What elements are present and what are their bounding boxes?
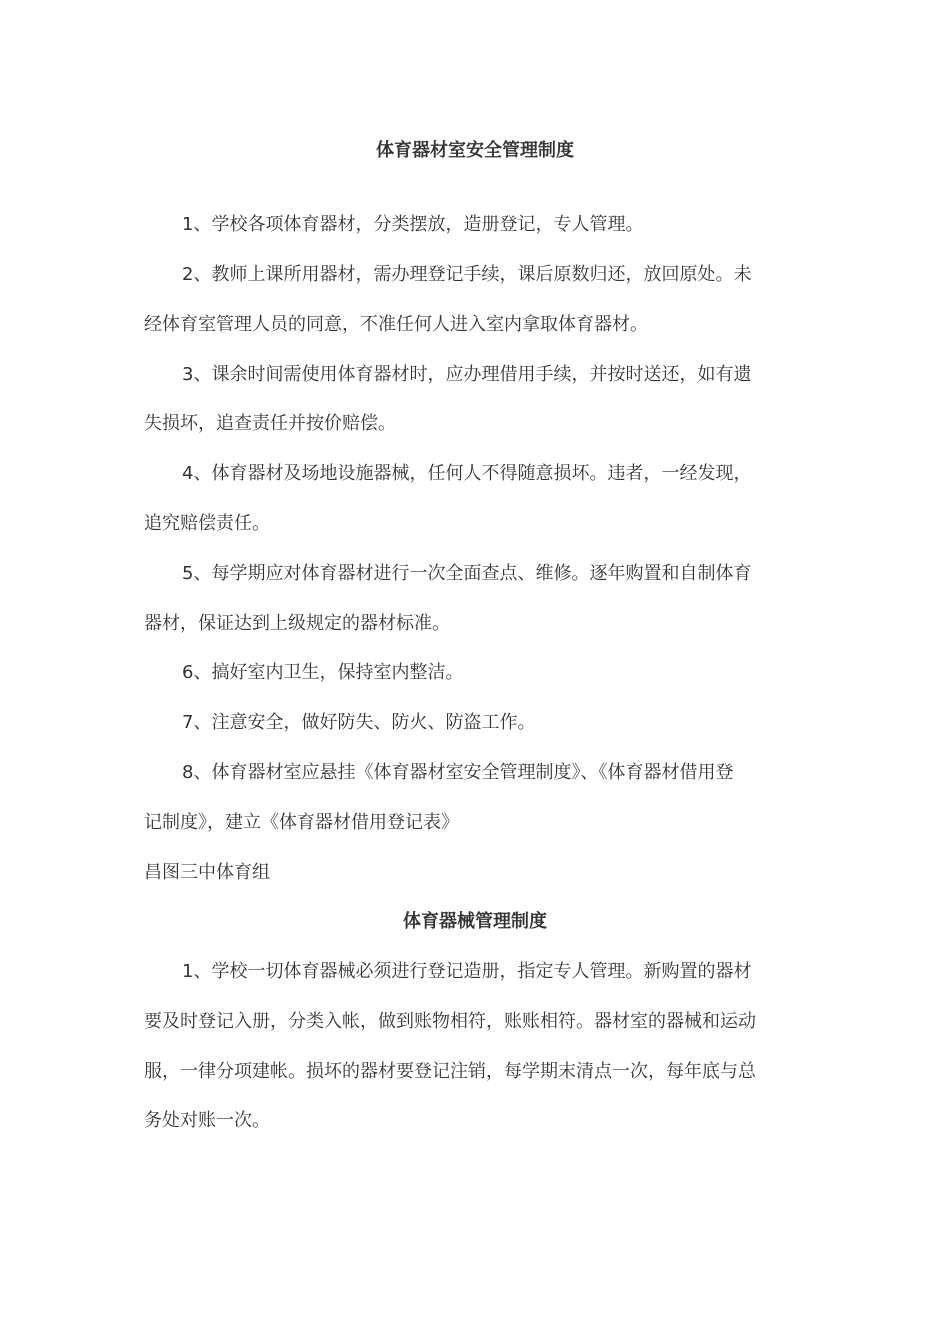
rule-1-line-1: 1、学校各项体育器材，分类摆放，造册登记，专人管理。: [182, 214, 644, 235]
rule-4-line-2: 追究赔偿责任。: [144, 513, 270, 534]
rule2-1-line-2: 要及时登记入册，分类入帐，做到账物相符，账账相符。器材室的器械和运动: [144, 1011, 756, 1032]
document-title-2: 体育器械管理制度: [403, 911, 547, 932]
rule-4-line-1: 4、体育器材及场地设施器械，任何人不得随意损坏。违者，一经发现，: [182, 463, 752, 484]
document-title-1: 体育器材室安全管理制度: [376, 140, 574, 161]
rule-8-line-2: 记制度》，建立《体育器材借用登记表》: [144, 812, 459, 833]
rule-7-line-1: 7、注意安全，做好防失、防火、防盗工作。: [182, 712, 536, 733]
rule2-1-line-1: 1、学校一切体育器械必须进行登记造册，指定专人管理。新购置的器材: [182, 961, 752, 982]
rule-3-line-2: 失损坏，追查责任并按价赔偿。: [144, 413, 396, 434]
rule-8-line-1: 8、体育器材室应悬挂《体育器材室安全管理制度》、《体育器材借用登: [182, 762, 734, 783]
rule-5-line-2: 器材，保证达到上级规定的器材标准。: [144, 613, 450, 634]
rule2-1-line-3: 服，一律分项建帐。损坏的器材要登记注销，每学期末清点一次，每年底与总: [144, 1061, 756, 1082]
rule-5-line-1: 5、每学期应对体育器材进行一次全面查点、维修。逐年购置和自制体育: [182, 563, 752, 584]
rule-2-line-1: 2、教师上课所用器材，需办理登记手续，课后原数归还，放回原处。未: [182, 264, 752, 285]
signature: 昌图三中体育组: [144, 862, 270, 883]
rule-6-line-1: 6、搞好室内卫生，保持室内整洁。: [182, 662, 464, 683]
rule2-1-line-4: 务处对账一次。: [144, 1110, 270, 1131]
rule-3-line-1: 3、课余时间需使用体育器材时，应办理借用手续，并按时送还，如有遗: [182, 364, 752, 385]
rule-2-line-2: 经体育室管理人员的同意，不准任何人进入室内拿取体育器材。: [144, 314, 648, 335]
